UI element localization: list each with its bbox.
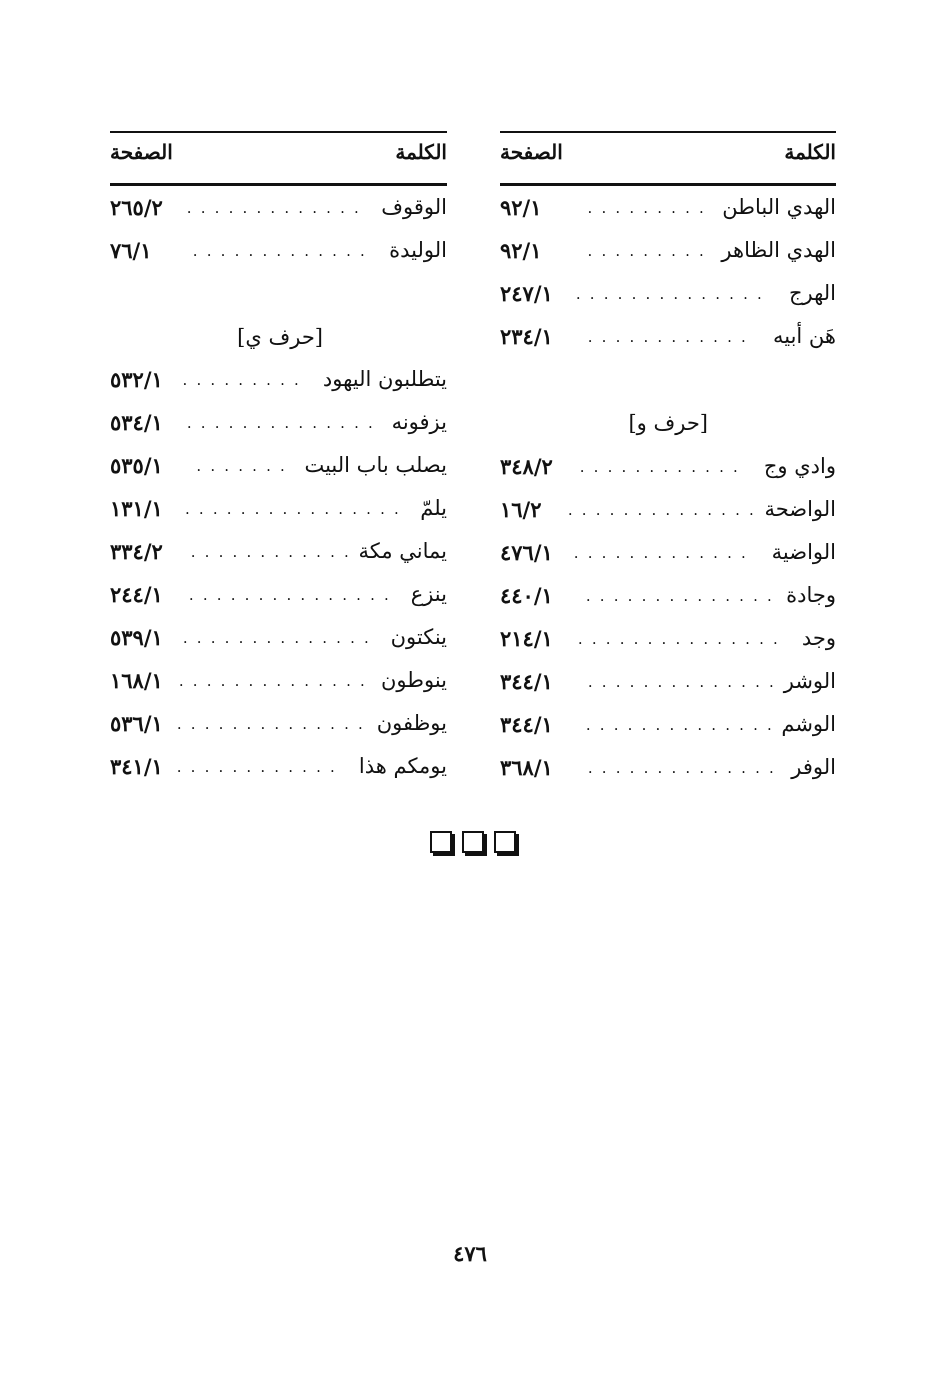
box-ornament-icon (462, 831, 484, 853)
section-end-ornament (430, 831, 526, 857)
entry-dots: . . . . . . . . . . . . . . (585, 716, 774, 734)
index-entry (110, 539, 447, 569)
entry-word: يزفونه (391, 410, 447, 434)
index-entry (110, 668, 447, 698)
entry-word: وجادة (786, 583, 836, 607)
entry-word: يصلب باب البيت (304, 453, 447, 477)
entry-page: ٥٣٦/١ (110, 711, 163, 736)
index-entry (110, 238, 447, 268)
box-ornament-icon (494, 831, 516, 853)
entry-dots: . . . . . . . . . . . . (587, 328, 748, 346)
entry-dots: . . . . . . . . . (587, 199, 706, 217)
entry-dots: . . . . . . . . . . . . . . (587, 673, 776, 691)
header-bottom-rule (500, 183, 836, 186)
header-page: الصفحة (500, 140, 563, 164)
entry-page: ٣٤٨/٢ (500, 454, 553, 479)
entry-dots: . . . . . . . . . . . . . . (567, 501, 756, 519)
entry-word: يتطلبون اليهود (322, 367, 447, 391)
index-entry (500, 497, 836, 527)
entry-word: الهرج (788, 281, 836, 305)
entry-page: ٤٧٦/١ (500, 540, 553, 565)
index-entry (500, 195, 836, 225)
entry-word: يومكم هذا (358, 754, 447, 778)
index-entry (110, 754, 447, 784)
index-entry (110, 195, 447, 225)
header-word: الكلمة (395, 140, 447, 164)
entry-word: الوليدة (389, 238, 447, 262)
index-entry (110, 625, 447, 655)
entry-dots: . . . . . . . . . . . . . . (186, 414, 375, 432)
entry-word: يماني مكة (358, 539, 447, 563)
entry-page: ٣٤١/١ (110, 754, 163, 779)
entry-page: ٥٣٥/١ (110, 453, 163, 478)
entry-page: ٢٣٤/١ (500, 324, 553, 349)
index-entry (110, 582, 447, 612)
entry-word: الهدي الظاهر (721, 238, 836, 262)
entry-dots: . . . . . . . . . . . . (190, 543, 351, 561)
entry-page: ٩٢/١ (500, 195, 542, 220)
entry-word: وادي وج (763, 454, 836, 478)
index-entry (110, 367, 447, 397)
header-page: الصفحة (110, 140, 173, 164)
entry-dots: . . . . . . . . . . . . (579, 458, 740, 476)
entry-page: ٩٢/١ (500, 238, 542, 263)
entry-dots: . . . . . . . . . . . . . . (182, 629, 371, 647)
entry-dots: . . . . . . . . . . . . . (192, 242, 367, 260)
entry-dots: . . . . . . . . . . . . . . . . (184, 500, 401, 518)
box-ornament-icon (430, 831, 452, 853)
entry-page: ٣٤٤/١ (500, 712, 553, 737)
entry-word: ينزع (410, 582, 447, 606)
entry-word: يوظفون (376, 711, 447, 735)
entry-dots: . . . . . . . . . . . . (176, 758, 337, 776)
index-entry (500, 626, 836, 656)
entry-word: الوقوف (381, 195, 447, 219)
entry-dots: . . . . . . . . . . . . . . (176, 715, 365, 733)
entry-word: الوشم (781, 712, 836, 736)
index-entry (500, 238, 836, 268)
section-heading-ya: [حرف ي] (237, 325, 323, 349)
entry-page: ٥٣٩/١ (110, 625, 163, 650)
entry-dots: . . . . . . . (196, 457, 287, 475)
entry-page: ٢١٤/١ (500, 626, 553, 651)
entry-word: يلمّ (420, 496, 447, 520)
entry-dots: . . . . . . . . . (182, 371, 301, 389)
index-entry (110, 410, 447, 440)
entry-page: ١٦٨/١ (110, 668, 163, 693)
entry-page: ٢٤٤/١ (110, 582, 163, 607)
index-entry (110, 453, 447, 483)
entry-word: ينوطون (380, 668, 447, 692)
header-top-rule (110, 131, 447, 133)
entry-dots: . . . . . . . . . (587, 242, 706, 260)
entry-dots: . . . . . . . . . . . . . . . (577, 630, 780, 648)
header-word: الكلمة (784, 140, 836, 164)
index-entry (500, 540, 836, 570)
index-entry (500, 755, 836, 785)
entry-word: ينكتون (390, 625, 447, 649)
entry-word: الواضحة (764, 497, 836, 521)
entry-page: ٥٣٢/١ (110, 367, 163, 392)
entry-word: الواضية (771, 540, 836, 564)
index-entry (110, 711, 447, 741)
entry-page: ١٦/٢ (500, 497, 542, 522)
entry-dots: . . . . . . . . . . . . . . (178, 672, 367, 690)
entry-word: الوفر (791, 755, 836, 779)
page-number: ٤٧٦ (453, 1241, 487, 1266)
index-entry (500, 324, 836, 354)
entry-page: ٤٤٠/١ (500, 583, 553, 608)
entry-page: ٣٣٤/٢ (110, 539, 163, 564)
section-heading-waw: [حرف و] (628, 411, 708, 435)
entry-word: وجد (801, 626, 836, 650)
header-top-rule (500, 131, 836, 133)
index-entry (500, 712, 836, 742)
entry-dots: . . . . . . . . . . . . . . . (188, 586, 391, 604)
entry-page: ١٣١/١ (110, 496, 163, 521)
entry-page: ٣٤٤/١ (500, 669, 553, 694)
entry-dots: . . . . . . . . . . . . . . (587, 759, 776, 777)
entry-page: ٢٤٧/١ (500, 281, 553, 306)
entry-word: الوشر (783, 669, 836, 693)
index-entry (110, 496, 447, 526)
entry-page: ٣٦٨/١ (500, 755, 553, 780)
entry-dots: . . . . . . . . . . . . . . (575, 285, 764, 303)
index-entry (500, 454, 836, 484)
index-entry (500, 669, 836, 699)
index-entry (500, 281, 836, 311)
entry-word: الهدي الباطن (722, 195, 836, 219)
entry-page: ٧٦/١ (110, 238, 152, 263)
entry-dots: . . . . . . . . . . . . . (573, 544, 748, 562)
header-bottom-rule (110, 183, 447, 186)
entry-dots: . . . . . . . . . . . . . (186, 199, 361, 217)
entry-page: ٥٣٤/١ (110, 410, 163, 435)
entry-page: ٢٦٥/٢ (110, 195, 163, 220)
index-entry (500, 583, 836, 613)
entry-word: هَن أبيه (772, 324, 836, 348)
entry-dots: . . . . . . . . . . . . . . (585, 587, 774, 605)
